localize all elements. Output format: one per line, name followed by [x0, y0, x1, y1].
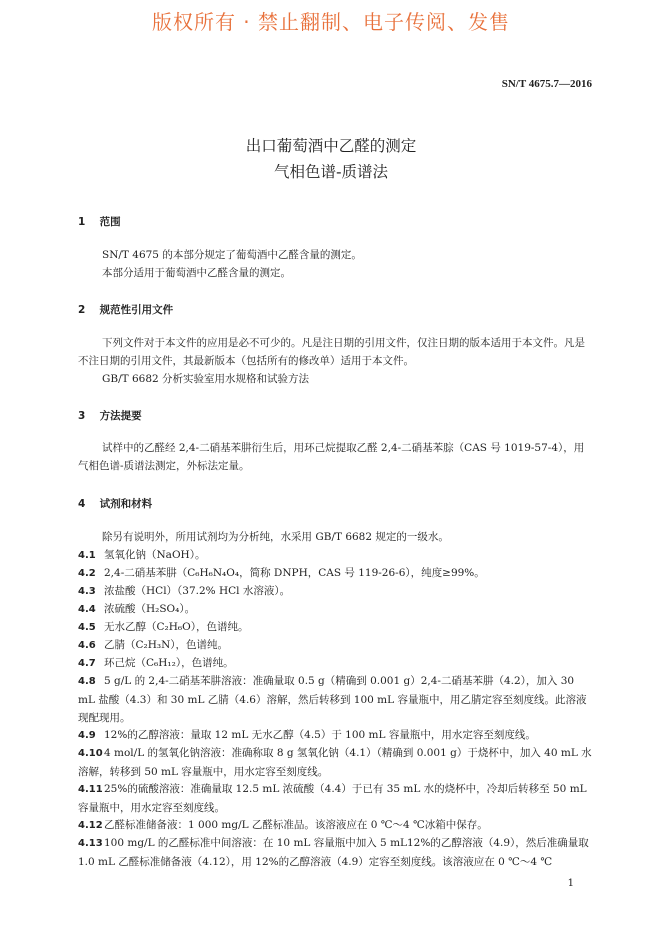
section-1-heading: [78, 214, 121, 229]
list-item: [78, 780, 592, 817]
item-number: 4.7: [78, 658, 96, 669]
list-item: [78, 672, 592, 727]
paragraph: 除另有说明外，所用试剂均为分析纯，水采用 GB/T 6682 规定的一级水。: [102, 531, 449, 543]
paragraph: SN/T 4675 的本部分规定了葡萄酒中乙醛含量的测定。: [102, 249, 362, 261]
item-number: 4.11: [78, 784, 103, 795]
item-text: 乙腈（C₂H₃N），色谱纯。: [104, 639, 229, 651]
paragraph: 本部分适用于葡萄酒中乙醛含量的测定。: [102, 267, 291, 279]
page-number: 1: [567, 878, 574, 889]
section-title: 范围: [99, 216, 121, 228]
standard-code: SN/T 4675.7—2016: [501, 78, 592, 90]
item-number: 4.2: [78, 568, 96, 579]
section-number: 3: [78, 410, 86, 422]
item-number: 4.10: [78, 748, 103, 759]
paragraph: 试样中的乙醛经 2,4-二硝基苯肼衍生后，用环己烷提取乙醛 2,4-二硝基苯腙（CAS 号 1019-57-4），用气相色谱-质谱法测定，外标法定量。: [78, 442, 585, 472]
section-title: 试剂和材料: [99, 498, 153, 510]
item-text: 100 mg/L 的乙醛标准中间溶液：在 10 mL 容量瓶中加入 5 mL12%的乙醇溶液（4.9），然后准确量取 1.0 mL 乙醛标准储备液（4.12），用 12%的乙醇溶液（4.9）定容至刻度线。该溶液应在 0 ℃～4 ℃: [78, 837, 589, 868]
list-item: [78, 618, 592, 637]
item-text: 25%的硫酸溶液：准确量取 12.5 mL 浓硫酸（4.4）于已有 35 mL 水的烧杯中，冷却后转移至 50 mL 容量瓶中，用水定容至刻度线。: [78, 783, 587, 814]
item-number: 4.5: [78, 622, 96, 633]
item-number: 4.8: [78, 676, 96, 687]
list-item: [78, 546, 592, 565]
item-text: 浓硫酸（H₂SO₄）。: [104, 603, 196, 615]
paragraph: GB/T 6682 分析实验室用水规格和试验方法: [102, 373, 310, 385]
section-3-heading: [78, 408, 142, 423]
item-text: 浓盐酸（HCl）（37.2% HCl 水溶液）。: [104, 585, 291, 597]
list-item: [78, 654, 592, 673]
list-item: [78, 636, 592, 655]
section-number: 4: [78, 498, 86, 510]
item-number: 4.13: [78, 838, 103, 849]
item-text: 5 g/L 的 2,4-二硝基苯肼溶液：准确量取 0.5 g（精确到 0.001 g）2,4-二硝基苯肼（4.2），加入 30 mL 盐酸（4.3）和 30 mL 乙腈（4.6）溶解，然后转移到 100 mL 容量瓶中，用乙腈定容至刻度线。此溶液现配现用。: [78, 675, 587, 724]
list-item: [78, 744, 592, 781]
item-text: 乙醛标准储备液：1 000 mg/L 乙醛标准品。该溶液应在 0 ℃～4 ℃冰箱中保存。: [104, 819, 488, 831]
document-title: 出口葡萄酒中乙醛的测定: [245, 137, 417, 155]
section-title: 方法提要: [99, 410, 142, 422]
list-item: [78, 834, 592, 871]
section-number: 1: [78, 216, 86, 228]
item-number: 4.9: [78, 730, 96, 741]
item-number: 4.4: [78, 604, 96, 615]
copyright-banner: 版权所有 · 禁止翻制、电子传阅、发售: [151, 10, 511, 34]
item-number: 4.1: [78, 550, 96, 561]
item-text: 2,4-二硝基苯肼（C₆H₆N₄O₄，简称 DNPH，CAS 号 119-26-6），纯度≥99%。: [104, 567, 485, 579]
section-2-heading: [78, 302, 173, 317]
list-item: [78, 600, 592, 619]
item-text: 环己烷（C₆H₁₂），色谱纯。: [104, 657, 234, 669]
document-subtitle: 气相色谱-质谱法: [273, 163, 389, 181]
item-number: 4.3: [78, 586, 96, 597]
item-text: 4 mol/L 的氢氧化钠溶液：准确称取 8 g 氢氧化钠（4.1）（精确到 0.001 g）于烧杯中，加入 40 mL 水溶解，转移到 50 mL 容量瓶中，用水定容至刻度线。: [78, 747, 592, 778]
item-number: 4.12: [78, 820, 103, 831]
list-item: [78, 564, 592, 583]
list-item: [78, 726, 592, 745]
section-4-heading: [78, 496, 152, 511]
item-text: 氢氧化钠（NaOH）。: [104, 549, 206, 561]
item-text: 无水乙醇（C₂H₆O），色谱纯。: [104, 621, 249, 633]
item-number: 4.6: [78, 640, 96, 651]
list-item: [78, 816, 592, 835]
item-text: 12%的乙醇溶液：量取 12 mL 无水乙醇（4.5）于 100 mL 容量瓶中，用水定容至刻度线。: [104, 729, 536, 741]
list-item: [78, 582, 592, 601]
section-title: 规范性引用文件: [99, 304, 174, 316]
paragraph: 下列文件对于本文件的应用是必不可少的。凡是注日期的引用文件，仅注日期的版本适用于本文件。凡是不注日期的引用文件，其最新版本（包括所有的修改单）适用于本文件。: [78, 337, 585, 367]
section-number: 2: [78, 304, 86, 316]
